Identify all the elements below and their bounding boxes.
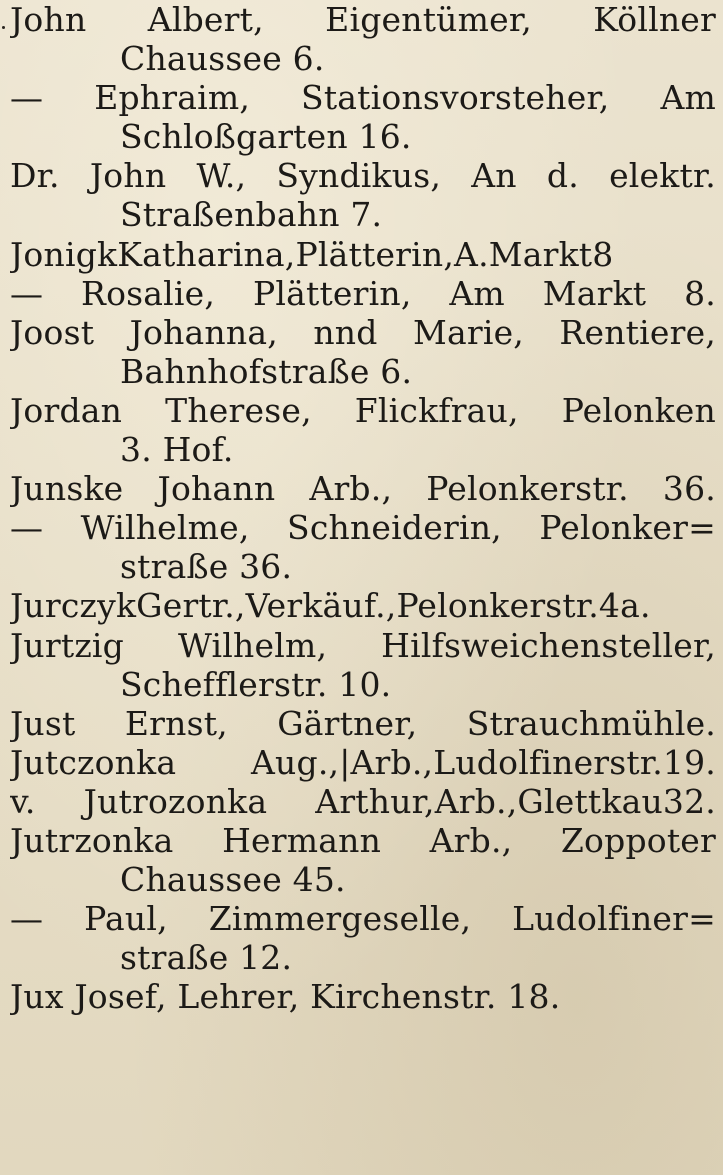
entry-line: John Albert, Eigentümer, Köllner: [10, 0, 716, 39]
entry-line: Schloßgarten 16.: [120, 117, 412, 157]
entry-line: Bahnhofstraße 6.: [120, 351, 413, 391]
entry-line: — Ephraim, Stationsvorsteher, Am: [10, 78, 716, 118]
entry-line: Jordan Therese, Flickfrau, Pelonken: [10, 390, 716, 430]
directory-entries: [10, 0, 716, 1016]
entry-line: 3. Hof.: [120, 430, 234, 470]
entry-line: Just Ernst, Gärtner, Strauchmühle.: [10, 703, 716, 743]
margin-mark: [2, 26, 5, 29]
entry-line: Jutrzonka Hermann Arb., Zoppoter: [10, 820, 716, 860]
entry-line: — Paul, Zimmergeselle, Ludolfiner=: [10, 899, 716, 939]
entry-line: straße 36.: [120, 547, 293, 587]
entry-line: Straßenbahn 7.: [120, 195, 383, 235]
entry-line: Jurtzig Wilhelm, Hilfsweichensteller,: [10, 625, 716, 665]
entry-line: Jutczonka Aug.,|Arb.,Ludolfinerstr.19.: [10, 742, 716, 782]
entry-line: — Wilhelme, Schneiderin, Pelonker=: [10, 508, 716, 548]
entry-line: Jux Josef, Lehrer, Kirchenstr. 18.: [10, 977, 561, 1017]
entry-line: straße 12.: [120, 938, 293, 978]
entry-line: Chaussee 6.: [120, 39, 325, 79]
entry-line: — Rosalie, Plätterin, Am Markt 8.: [10, 273, 716, 313]
entry-line: JurczykGertr.,Verkäuf.,Pelonkerstr.4a.: [10, 586, 651, 626]
entry-line: Dr. John W., Syndikus, An d. elektr.: [10, 156, 716, 196]
entry-line: v. Jutrozonka Arthur,Arb.,Glettkau32.: [10, 781, 716, 821]
entry-line: Chaussee 45.: [120, 860, 346, 900]
entry-line: Schefflerstr. 10.: [120, 664, 392, 704]
entry-line: Junske Johann Arb., Pelonkerstr. 36.: [10, 469, 716, 509]
entry-line: JonigkKatharina,Plätterin,A.Markt8: [10, 234, 614, 274]
entry-line: Joost Johanna, nnd Marie, Rentiere,: [10, 312, 716, 352]
